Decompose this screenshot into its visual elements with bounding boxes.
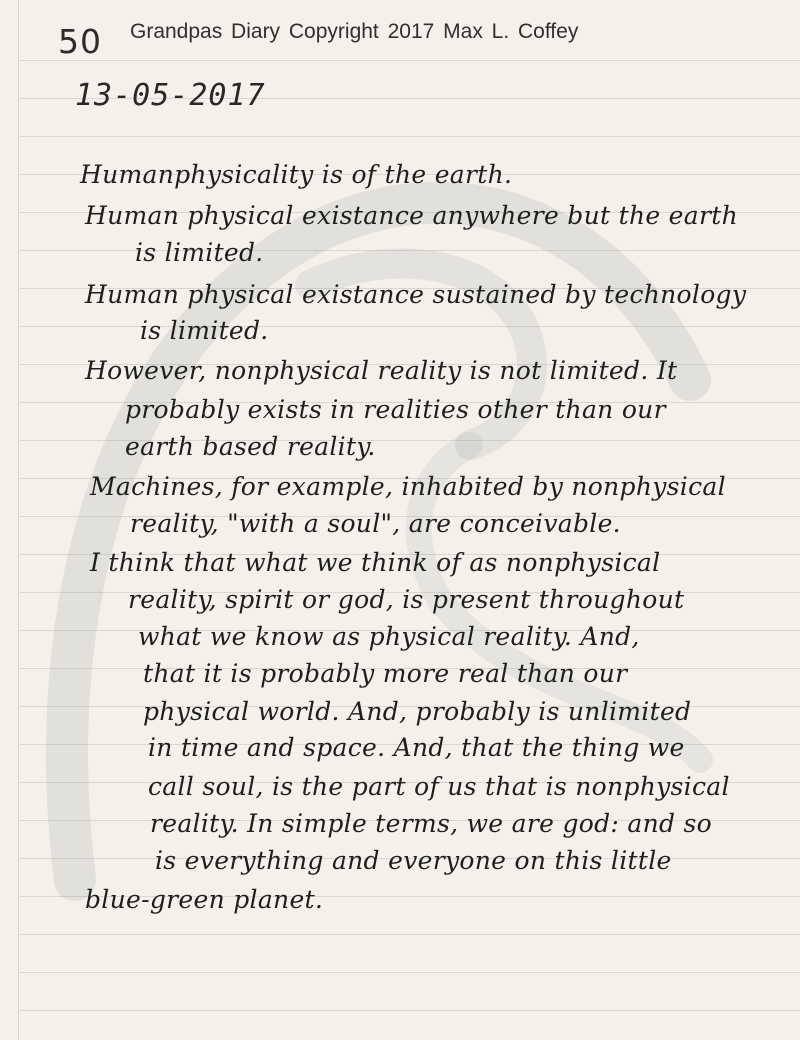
entry-line: that it is probably more real than our bbox=[143, 659, 628, 688]
entry-line: in time and space. And, that the thing we bbox=[148, 733, 685, 762]
entry-line: is limited. bbox=[140, 316, 269, 345]
entry-line: Human physical existance sustained by technology bbox=[85, 280, 747, 309]
header-title: Grandpas Diary Copyright 2017 Max L. Coffey bbox=[130, 20, 579, 43]
entry-line: Human physical existance anywhere but the earth bbox=[85, 201, 738, 230]
entry-line: blue-green planet. bbox=[85, 885, 324, 914]
entry-line: physical world. And, probably is unlimited bbox=[143, 697, 692, 726]
entry-line: However, nonphysical reality is not limited. It bbox=[85, 356, 678, 385]
entry-date: 13-05-2017 bbox=[75, 78, 266, 113]
entry-line: what we know as physical reality. And, bbox=[138, 622, 640, 651]
entry-line: probably exists in realities other than our bbox=[125, 395, 666, 424]
entry-line: reality, spirit or god, is present throughout bbox=[128, 585, 685, 614]
entry-line: reality. In simple terms, we are god: and so bbox=[150, 809, 713, 838]
entry-line: Machines, for example, inhabited by nonphysical bbox=[90, 472, 726, 501]
entry-line: earth based reality. bbox=[125, 432, 376, 461]
entry-line: I think that what we think of as nonphysical bbox=[90, 548, 661, 577]
entry-line: call soul, is the part of us that is nonphysical bbox=[148, 772, 730, 801]
entry-line: reality, "with a soul", are conceivable. bbox=[130, 509, 621, 538]
entry-line: is limited. bbox=[135, 238, 264, 267]
page-number: 50 bbox=[58, 22, 102, 61]
entry-line: is everything and everyone on this little bbox=[155, 846, 672, 875]
entry-line: Humanphysicality is of the earth. bbox=[80, 160, 513, 189]
